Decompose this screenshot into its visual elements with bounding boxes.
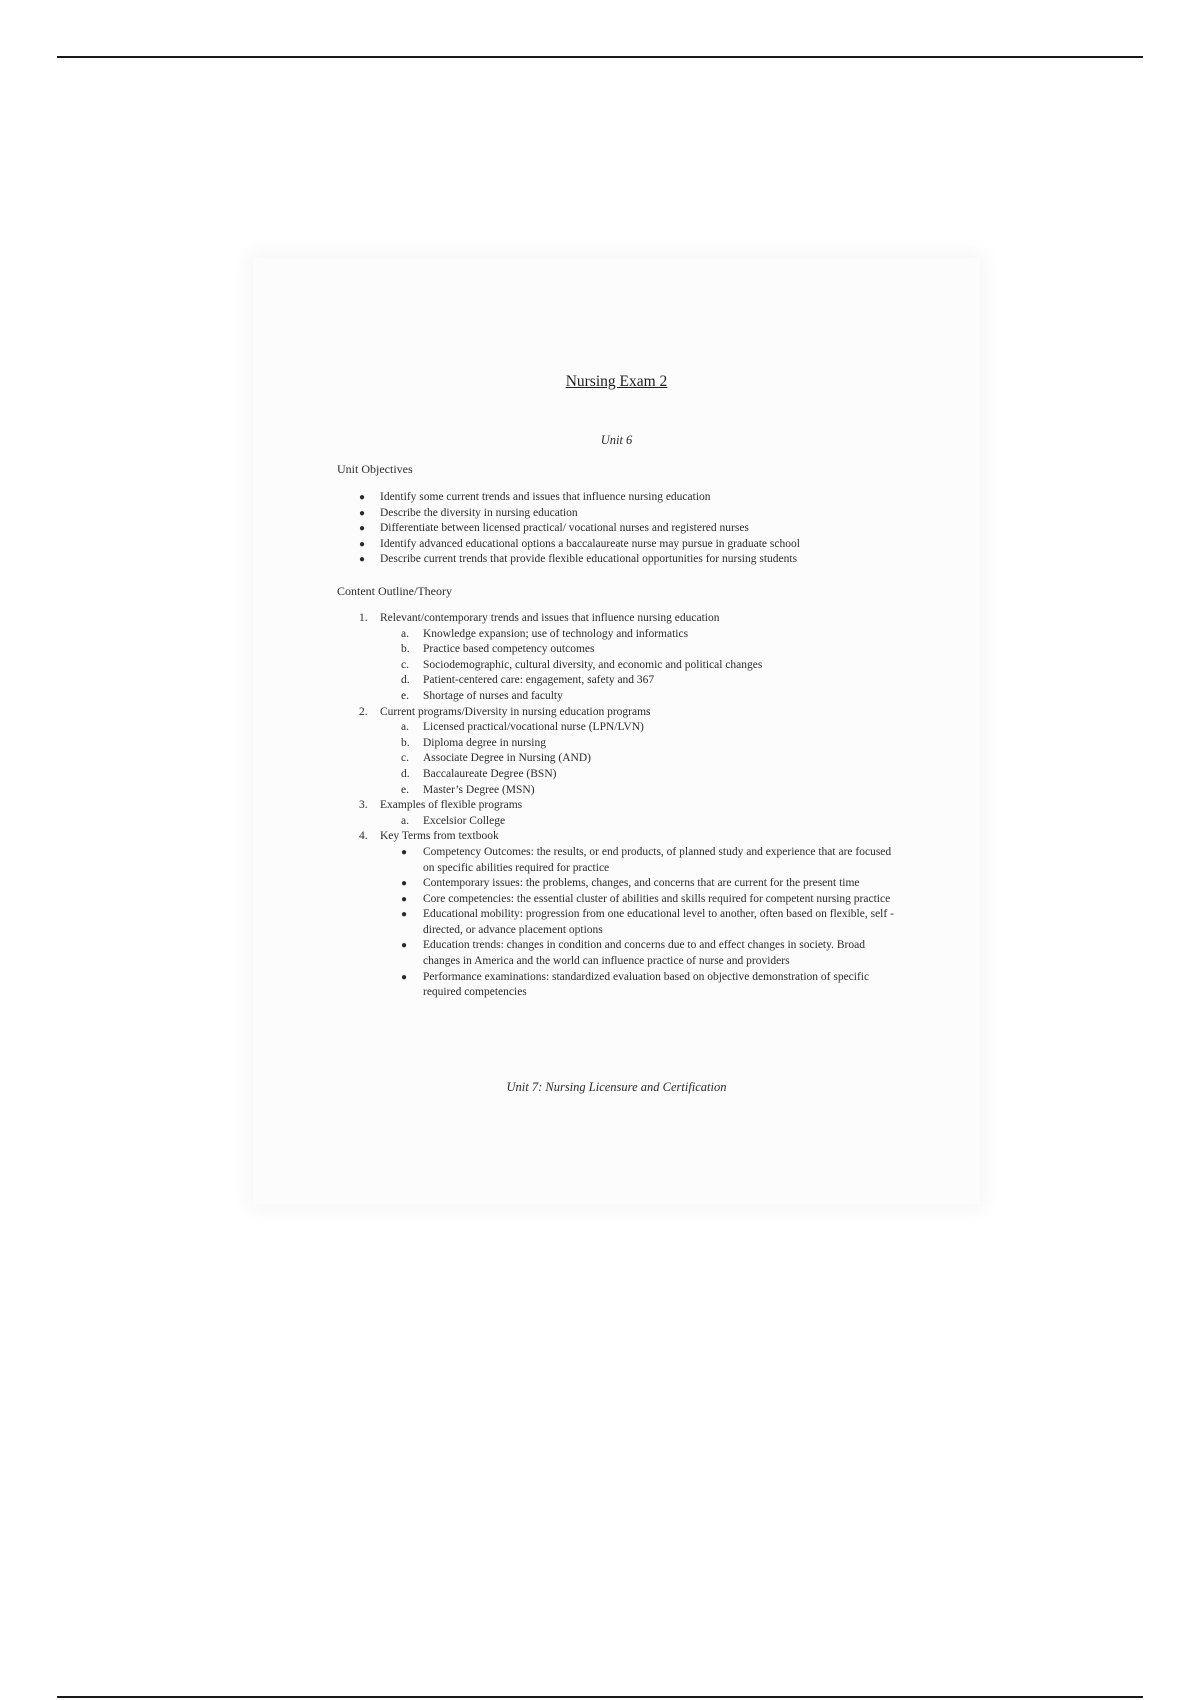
key-term: ● Contemporary issues: the problems, changes, and concerns that are current for the present time xyxy=(380,876,898,892)
objective-item: ● Describe the diversity in nursing education xyxy=(380,506,900,522)
content-outline xyxy=(359,611,940,1001)
outline-subitem: b. Diploma degree in nursing xyxy=(401,736,546,749)
bullet-icon: ● xyxy=(401,971,408,983)
outline-item xyxy=(359,611,940,627)
unit-7-heading: Unit 7: Nursing Licensure and Certification xyxy=(506,1080,727,1094)
top-divider xyxy=(57,56,1143,58)
outline-subitem: a. Knowledge expansion; use of technology and informatics xyxy=(401,627,689,640)
bullet-icon: ● xyxy=(359,554,366,566)
outline-subitem: d. Patient-centered care: engagement, safety and 367 xyxy=(401,674,655,687)
outline-text: Current programs/Diversity in nursing education programs xyxy=(380,705,651,718)
bullet-icon: ● xyxy=(359,538,366,550)
bullet-icon: ● xyxy=(359,523,366,535)
bottom-divider xyxy=(57,1696,1143,1698)
outline-subitem: a. Excelsior College xyxy=(401,814,506,827)
outline-subitem: a. Licensed practical/vocational nurse (LPN/LVN) xyxy=(401,721,644,734)
outline-subitem: d. Baccalaureate Degree (BSN) xyxy=(401,767,557,780)
outline-number: 2. xyxy=(359,705,368,718)
outline-number: 1. xyxy=(359,612,368,624)
objectives-heading: Unit Objectives xyxy=(337,462,413,476)
bullet-icon: ● xyxy=(401,909,408,921)
key-term: ● Core competencies: the essential cluster of abilities and skills required for competent nursing practice xyxy=(380,892,898,908)
bullet-icon: ● xyxy=(401,893,408,905)
objective-item: ● Identify some current trends and issues that influence nursing education xyxy=(380,490,900,506)
key-term: ● Educational mobility: progression from one educational level to another, often based on flexible, self -directed, or advance placement options xyxy=(401,908,894,936)
document-title: Nursing Exam 2 xyxy=(565,373,668,390)
outline-number: 3. xyxy=(359,799,368,812)
content-outline-heading: Content Outline/Theory xyxy=(337,584,452,598)
document-page-preview xyxy=(253,258,980,1204)
unit-6-heading: Unit 6 xyxy=(600,433,633,447)
key-term: ● Education trends: changes in condition and concerns due to and effect changes in society. Broad changes in America and the world can influence practice of nurse and providers xyxy=(401,939,865,968)
outline-item xyxy=(359,705,940,721)
outline-text: Examples of flexible programs xyxy=(380,799,523,812)
outline-number: 4. xyxy=(359,830,368,843)
bullet-icon: ● xyxy=(401,846,408,858)
objectives-list xyxy=(359,490,900,568)
outline-item xyxy=(359,829,940,845)
key-term: ● Performance examinations: standardized evaluation based on objective demonstration of specific required competencies xyxy=(401,970,870,999)
outline-subitem: c. Sociodemographic, cultural diversity, and economic and political changes xyxy=(401,658,763,671)
key-term: ● Competency Outcomes: the results, or end products, of planned study and experience that are focused on specific abilities required for practice xyxy=(401,845,892,874)
objective-item: ● Differentiate between licensed practical/ vocational nurses and registered nurses xyxy=(380,521,900,537)
outline-text: Relevant/contemporary trends and issues that influence nursing education xyxy=(380,612,720,624)
objective-item: ● Identify advanced educational options a baccalaureate nurse may pursue in graduate school xyxy=(380,537,900,553)
bullet-icon: ● xyxy=(401,940,408,952)
objective-item: ● Describe current trends that provide flexible educational opportunities for nursing students xyxy=(380,552,900,568)
bullet-icon: ● xyxy=(401,878,408,890)
outline-subitem: e. Shortage of nurses and faculty xyxy=(401,689,563,702)
outline-subitem: c. Associate Degree in Nursing (AND) xyxy=(401,752,591,765)
bullet-icon: ● xyxy=(359,492,366,503)
outline-subitem: e. Master’s Degree (MSN) xyxy=(401,783,535,796)
outline-subitem: b. Practice based competency outcomes xyxy=(401,643,595,656)
bullet-icon: ● xyxy=(359,507,366,519)
outline-text: Key Terms from textbook xyxy=(380,830,499,843)
outline-item xyxy=(359,798,940,814)
